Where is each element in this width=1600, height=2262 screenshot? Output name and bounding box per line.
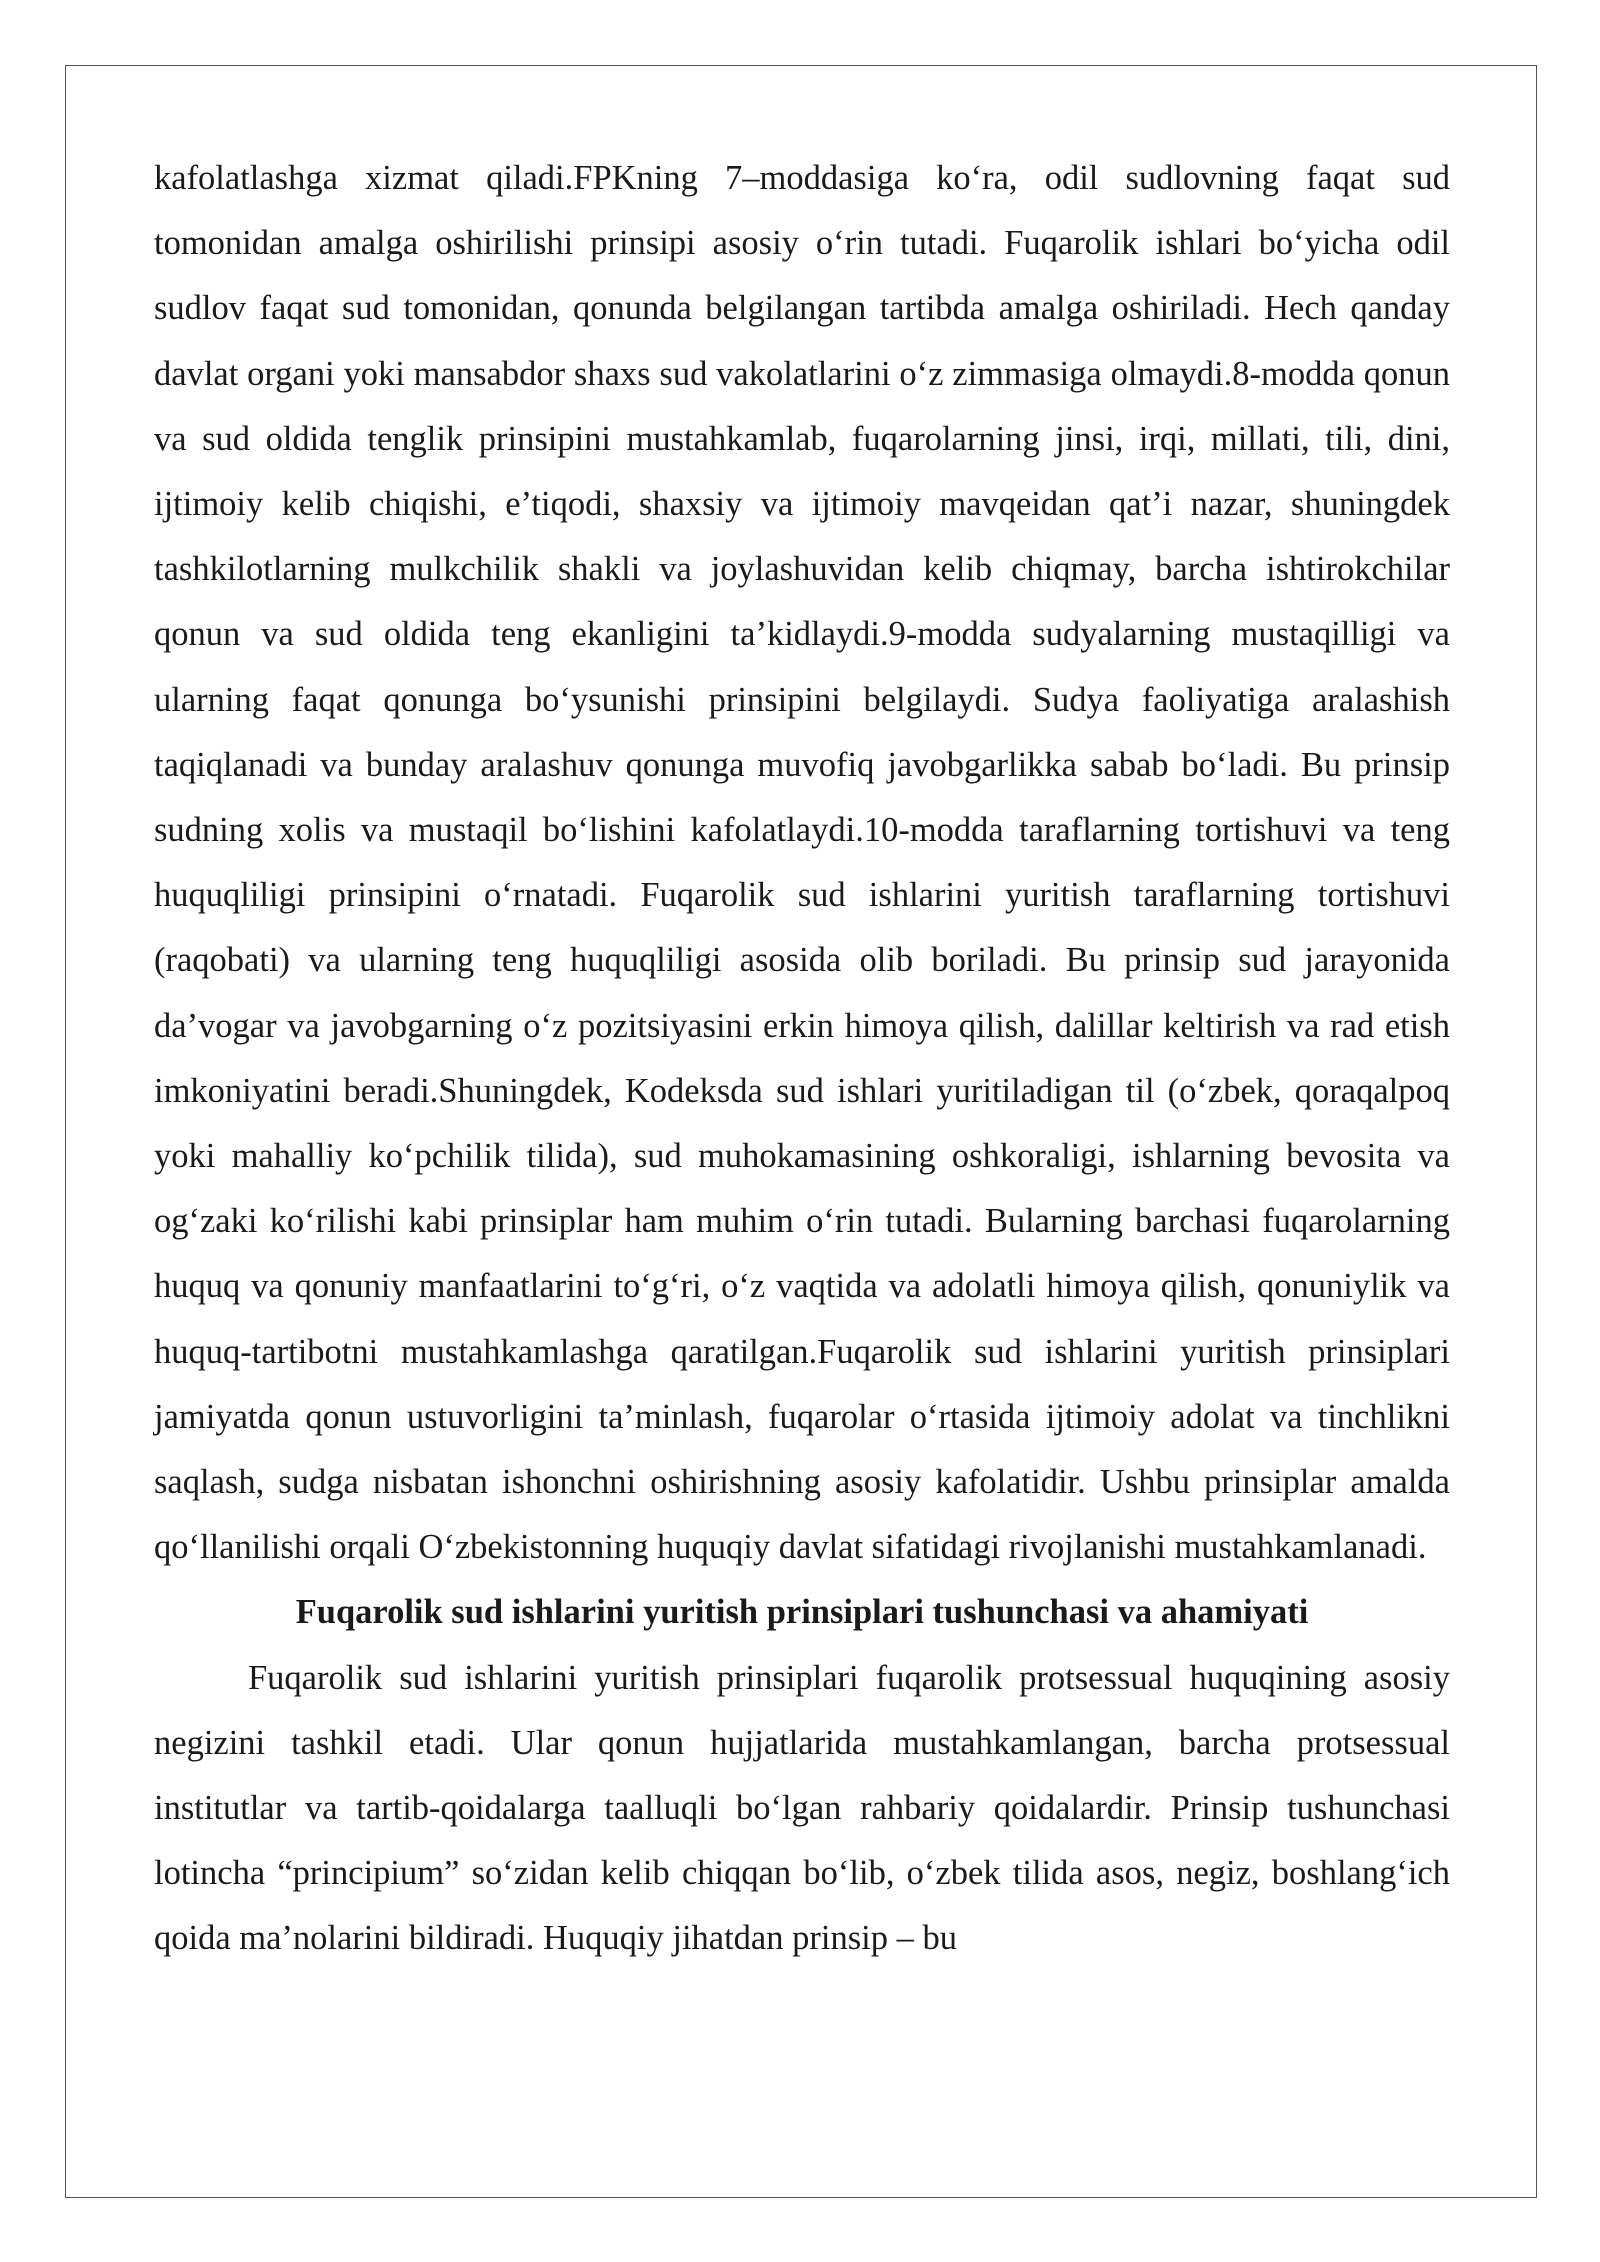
section-heading: Fuqarolik sud ishlarini yuritish prinsiplari tushunchasi va ahamiyati <box>295 1593 1309 1632</box>
body-paragraph: Fuqarolik sud ishlarini yuritish prinsiplari fuqarolik protsessual huquqining asosiy negizini tashkil etadi. Ular qonun hujjatlarida mustahkamlangan, barcha protsessual institutlar va tartib-qoidalarga taalluqli bo‘lgan rahbariy qoidalardir. Prinsip tushunchasi lotincha “principium” so‘zidan kelib chiqqan bo‘lib, o‘zbek tilida asos, negiz, boshlang‘ich qoida ma’nolarini bildiradi. Huquqiy jihatdan prinsip – bu <box>154 1658 1450 1958</box>
body-paragraph-continued: kafolatlashga xizmat qiladi.FPKning 7–moddasiga ko‘ra, odil sudlovning faqat sud tomonidan amalga oshirilishi prinsipi asosiy o‘rin tutadi. Fuqarolik ishlari bo‘yicha odil sudlov faqat sud tomonidan, qonunda belgilangan tartibda amalga oshiriladi. Hech qanday davlat organi yoki mansabdor shaxs sud vakolatlarini o‘z zimmasiga olmaydi.8-modda qonun va sud oldida tenglik prinsipini mustahkamlab, fuqarolarning jinsi, irqi, millati, tili, dini, ijtimoiy kelib chiqishi, e’tiqodi, shaxsiy va ijtimoiy mavqeidan qat’i nazar, shuningdek tashkilotlarning mulkchilik shakli va joylashuvidan kelib chiqmay, barcha ishtirokchilar qonun va sud oldida teng ekanligini ta’kidlaydi.9-modda sudyalarning mustaqilligi va ularning faqat qonunga bo‘ysunishi prinsipini belgilaydi. Sudya faoliyatiga aralashish taqiqlanadi va bunday aralashuv qonunga muvofiq javobgarlikka sabab bo‘ladi. Bu prinsip sudning xolis va mustaqil bo‘lishini kafolatlaydi.10-modda taraflarning tortishuvi va teng huquqliligi prinsipini o‘rnatadi. Fuqarolik sud ishlarini yuritish taraflarning tortishuvi (raqobati) va ularning teng huquqliligi asosida olib boriladi. Bu prinsip sud jarayonida da’vogar va javobgarning o‘z pozitsiyasini erkin himoya qilish, dalillar keltirish va rad etish imkoniyatini beradi.Shuningdek, Kodeksda sud ishlari yuritiladigan til (o‘zbek, qoraqalpoq yoki mahalliy ko‘pchilik tilida), sud muhokamasining oshkoraligi, ishlarning bevosita va og‘zaki ko‘rilishi kabi prinsiplar ham muhim o‘rin tutadi. Bularning barchasi fuqarolarning huquq va qonuniy manfaatlarini to‘g‘ri, o‘z vaqtida va adolatli himoya qilish, qonuniylik va huquq-tartibotni mustahkamlashga qaratilgan.Fuqarolik sud ishlarini yuritish prinsiplari jamiyatda qonun ustuvorligini ta’minlash, fuqarolar o‘rtasida ijtimoiy adolat va tinchlikni saqlash, sudga nisbatan ishonchni oshirishning asosiy kafolatidir. Ushbu prinsiplar amalda qo‘llanilishi orqali O‘zbekistonning huquqiy davlat sifatidagi rivojlanishi mustahkamlanadi. <box>154 159 1450 1567</box>
document-body <box>154 146 1450 1972</box>
